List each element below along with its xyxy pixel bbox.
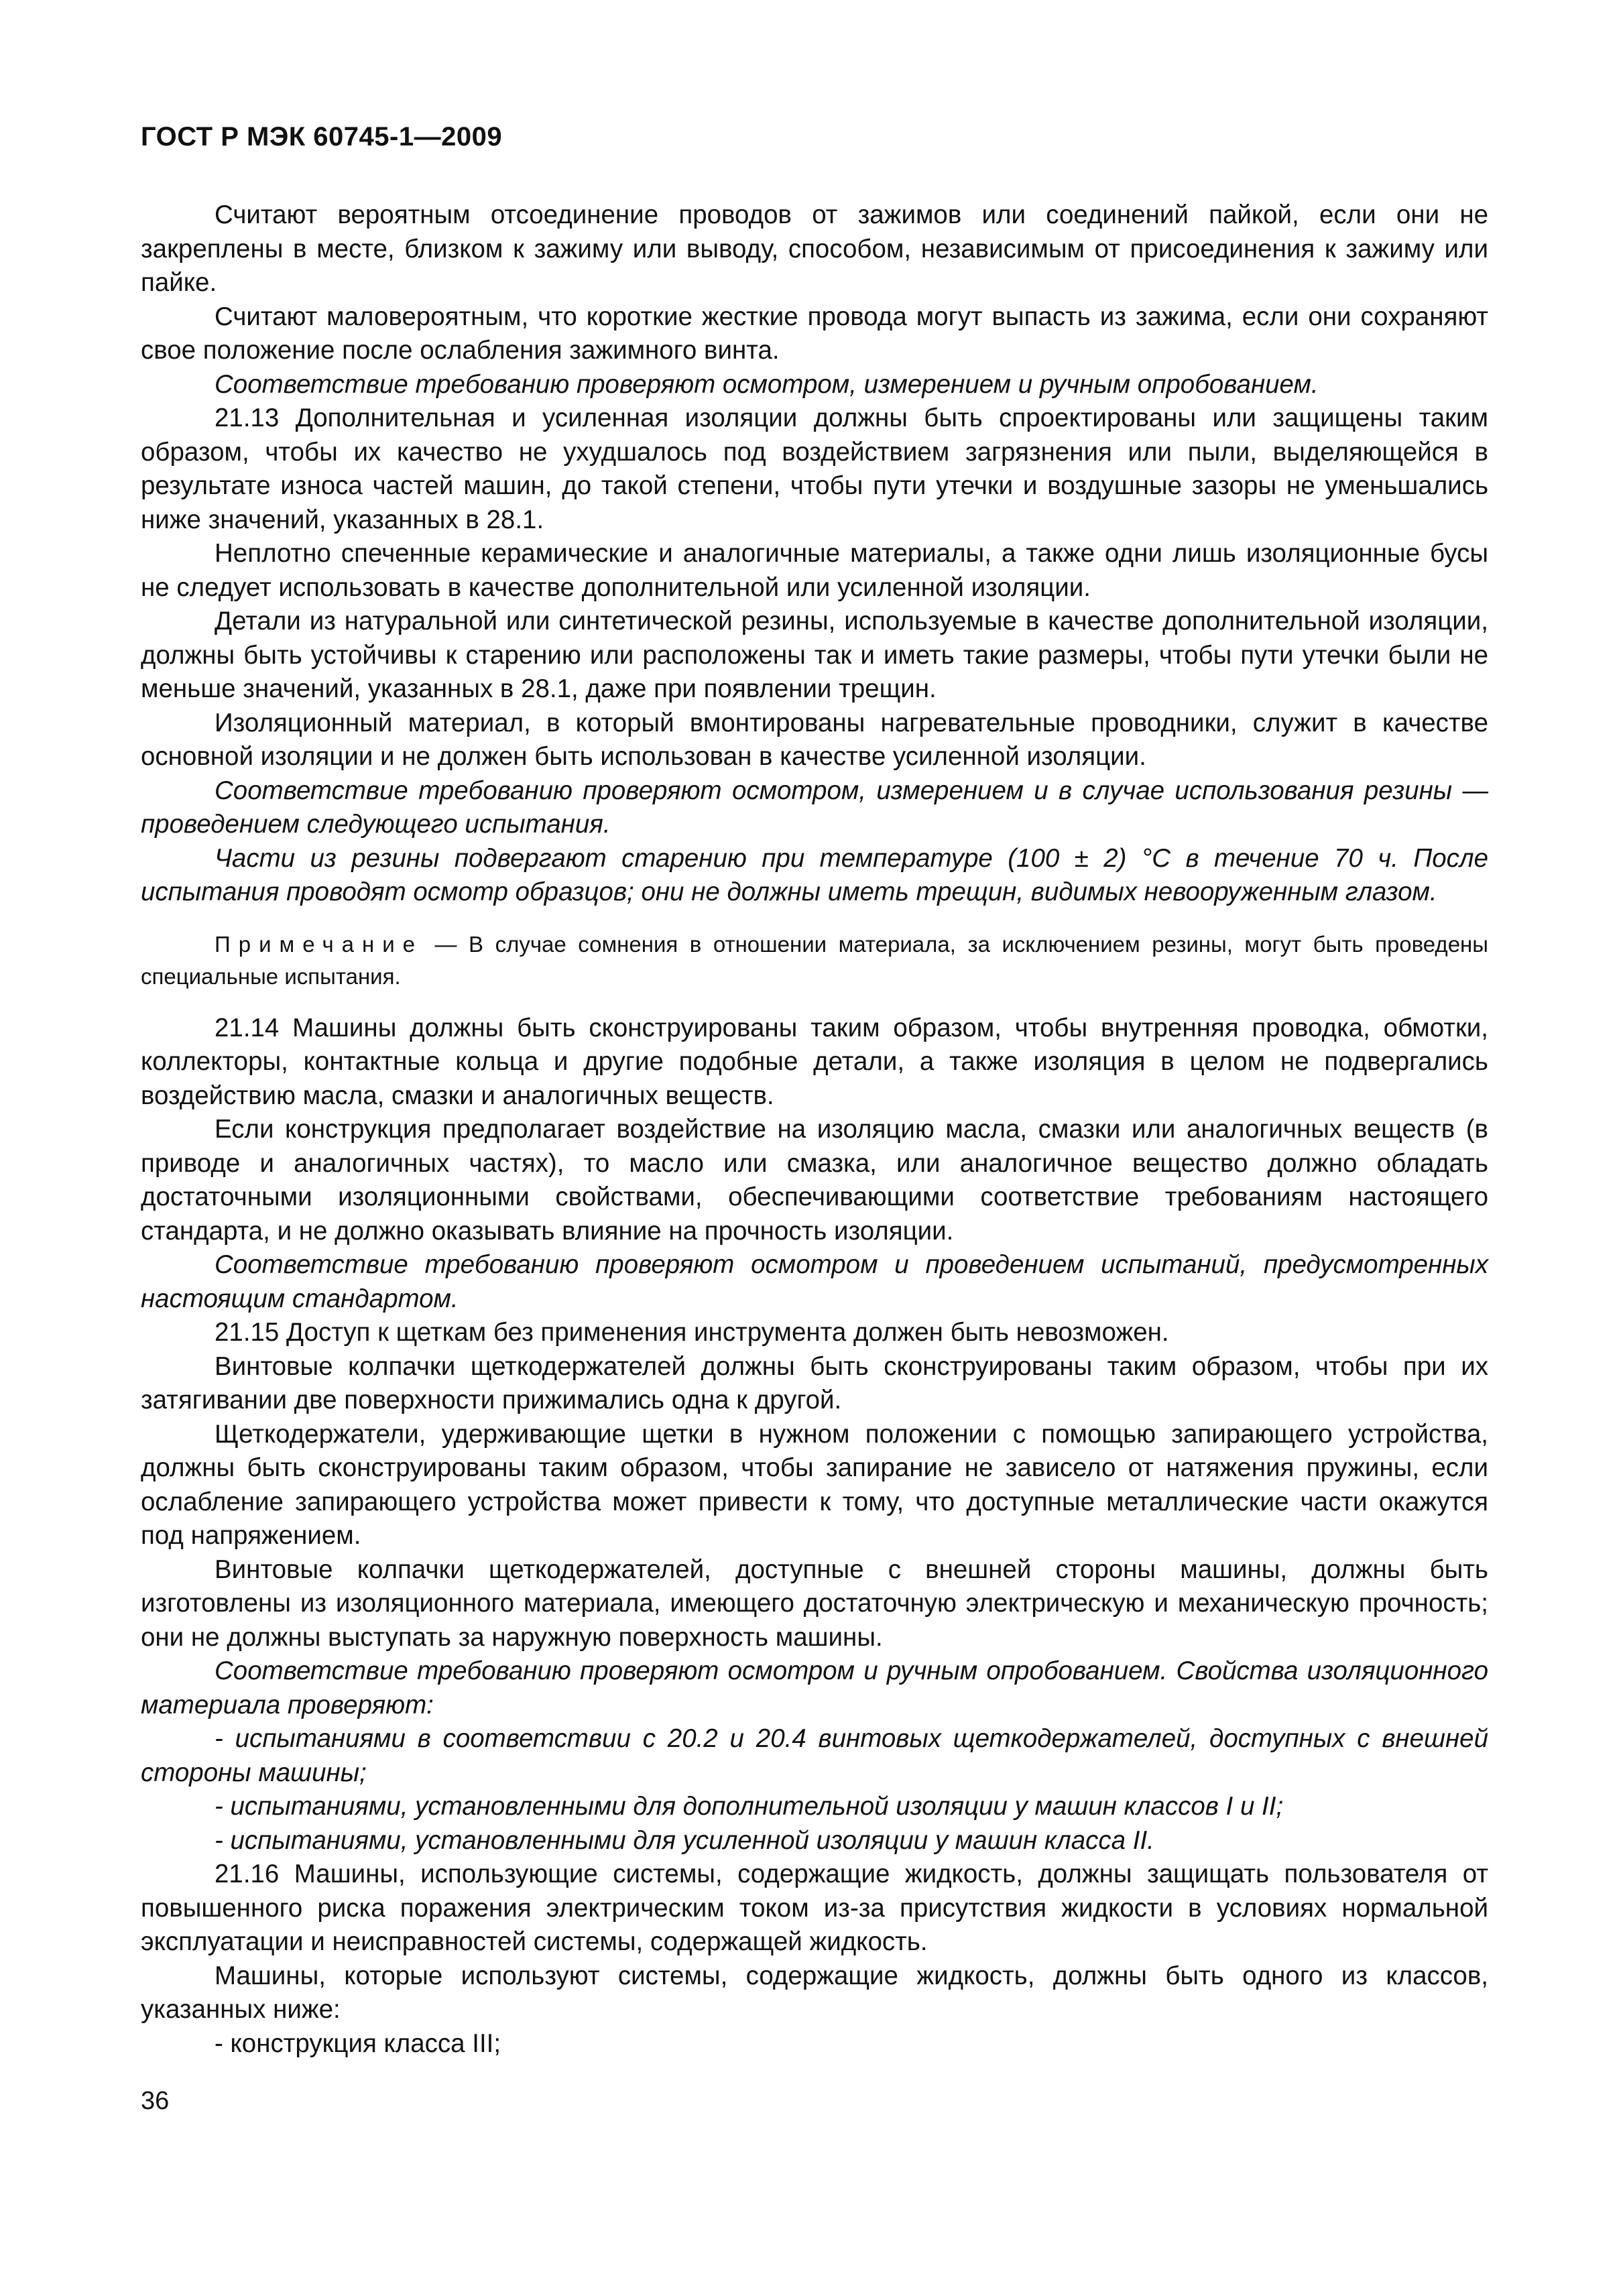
paragraph-compliance: Соответствие требованию проверяют осмотром, измерением и в случае использования резины — проведением следующего испытания. (141, 776, 1488, 839)
clause-21-16: 21.16 Машины, использующие системы, содержащие жидкость, должны защищать пользователя от повышенного риска поражения электрическим током из-за присутствия жидкости в условиях нормальной эксплуатации и неисправностей системы, содержащей жидкость. (141, 1860, 1488, 1956)
paragraph-test-procedure: Части из резины подвергают старению при температуре (100 ± 2) °C в течение 70 ч. После испытания проводят осмотр образцов; они не должны иметь трещин, видимых невооруженным глазом. (141, 843, 1488, 906)
list-item: - испытаниями, установленными для дополнительной изоляции у машин классов I и II; (215, 1792, 1284, 1821)
clause-21-13: 21.13 Дополнительная и усиленная изоляции должны быть спроектированы или защищены таким образом, чтобы их качество не ухудшалось под воздействием загрязнения или пыли, выделяющейся в результате износа частей машин, до такой степени, чтобы пути утечки и воздушные зазоры не уменьшались ниже значений, указанных в 28.1. (141, 404, 1488, 534)
paragraph: Изоляционный материал, в который вмонтированы нагревательные проводники, служит в качестве основной изоляции и не должен быть использован в качестве усиленной изоляции. (141, 708, 1488, 771)
document-body (141, 198, 1488, 2061)
clause-21-15: 21.15 Доступ к щеткам без применения инструмента должен быть невозможен. (215, 1318, 1169, 1347)
paragraph-compliance: Соответствие требованию проверяют осмотром и проведением испытаний, предусмотренных настоящим стандартом. (141, 1250, 1488, 1313)
page-number: 36 (141, 2087, 170, 2115)
paragraph: Щеткодержатели, удерживающие щетки в нужном положении с помощью запирающего устройства, должны быть сконструированы таким образом, чтобы запирание не зависело от натяжения пружины, если ослабление запирающего устройства может привести к тому, что доступные металлические части окажутся под напряжением. (141, 1419, 1488, 1550)
paragraph-compliance: Соответствие требованию проверяют осмотром и ручным опробованием. Свойства изоляционного материала проверяют: (141, 1656, 1488, 1719)
paragraph: Детали из натуральной или синтетической резины, используемые в качестве дополнительной изоляции, должны быть устойчивы к старению или расположены так и иметь такие размеры, чтобы пути утечки были не меньше значений, указанных в 28.1, даже при появлении трещин. (141, 607, 1488, 703)
note-label: Примечание (215, 931, 424, 957)
list-item: - конструкция класса III; (215, 2029, 501, 2058)
document-header: ГОСТ Р МЭК 60745-1—2009 (141, 122, 503, 152)
paragraph: Считают вероятным отсоединение проводов от зажимов или соединений пайкой, если они не закреплены в месте, близком к зажиму или выводу, способом, независимым от присоединения к зажиму или пайке. (141, 200, 1488, 297)
paragraph-compliance: Соответствие требованию проверяют осмотром, измерением и ручным опробованием. (215, 369, 1319, 399)
paragraph: Винтовые колпачки щеткодержателей, доступные с внешней стороны машины, должны быть изготовлены из изоляционного материала, имеющего достаточную электрическую и механическую прочность; они не должны выступать за наружную поверхность машины. (141, 1555, 1488, 1652)
list-item: - испытаниями, установленными для усиленной изоляции у машин класса II. (215, 1825, 1154, 1855)
list-item: - испытаниями в соответствии с 20.2 и 20.4 винтовых щеткодержателей, доступных с внешней стороны машины; (141, 1724, 1488, 1787)
note-text: — В случае сомнения в отношении материала, за исключением резины, могут быть проведены специальные испытания. (141, 931, 1488, 989)
paragraph: Неплотно спеченные керамические и аналогичные материалы, а также одни лишь изоляционные бусы не следует использовать в качестве дополнительной или усиленной изоляции. (141, 539, 1488, 602)
paragraph: Винтовые колпачки щеткодержателей должны быть сконструированы таким образом, чтобы при их затягивании две поверхности прижимались одна к другой. (141, 1351, 1488, 1414)
paragraph: Считают маловероятным, что короткие жесткие провода могут выпасть из зажима, если они сохраняют свое положение после ослабления зажимного винта. (141, 302, 1488, 365)
paragraph: Если конструкция предполагает воздействие на изоляцию масла, смазки или аналогичных веществ (в приводе и аналогичных частях), то масло или смазка, или аналогичное вещество должно обладать достаточными изоляционными свойствами, обеспечивающими соответствие требованиям настоящего стандарта, и не должно оказывать влияние на прочность изоляции. (141, 1115, 1488, 1246)
paragraph: Машины, которые используют системы, содержащие жидкость, должны быть одного из классов, указанных ниже: (141, 1961, 1488, 2024)
note (141, 928, 1488, 993)
clause-21-14: 21.14 Машины должны быть сконструированы таким образом, чтобы внутренняя проводка, обмотки, коллекторы, контактные кольца и другие подобные детали, а также изоляция в целом не подвергались воздействию масла, смазки и аналогичных веществ. (141, 1013, 1488, 1110)
